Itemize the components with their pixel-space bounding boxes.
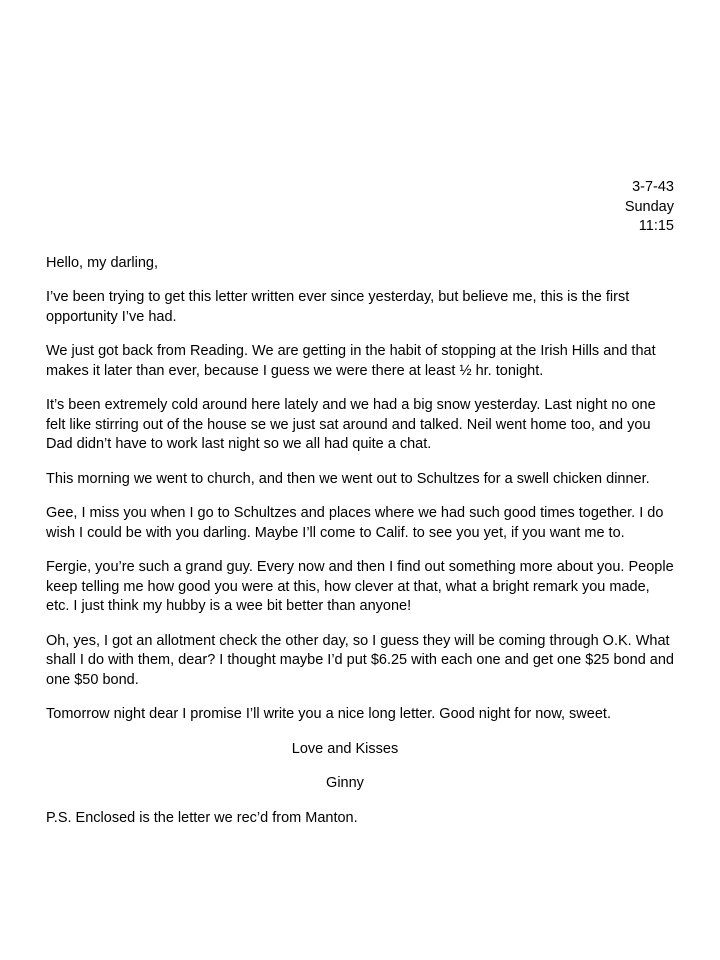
letter-paragraph: Tomorrow night dear I promise I’ll write you a nice long letter. Good night for now, sweet.	[46, 706, 611, 722]
letter-paragraph: Fergie, you’re such a grand guy. Every now and then I find out something more about you. People keep telling me how good you were at this, how clever at that, what a bright remark you made, etc. I just think my hubby is a wee bit better than anyone!	[46, 559, 674, 614]
letter-paragraph: It’s been extremely cold around here lately and we had a big snow yesterday. Last night no one felt like stirring out of the house se we just sat around and talked. Neil went home too, and you Dad didn’t have to work last night so we all had quite a chat.	[46, 397, 656, 452]
letter-signature: Ginny	[326, 775, 364, 791]
letter-postscript: P.S. Enclosed is the letter we rec’d from Manton.	[46, 809, 358, 826]
letter-paragraph: Oh, yes, I got an allotment check the other day, so I guess they will be coming through O.K. What shall I do with them, dear? I thought maybe I’d put $6.25 with each one and get one $25 bond and one $50 bond.	[46, 632, 674, 688]
letter-time: 11:15	[638, 218, 674, 234]
letter-header	[46, 0, 674, 237]
letter-closing: Love and Kisses	[291, 740, 399, 757]
letter-day: Sunday	[624, 198, 674, 215]
letter-paragraph: Gee, I miss you when I go to Schultzes and places where we had such good times together. I do wish I could be with you darling. Maybe I’ll come to Calif. to see you yet, if you want me to.	[46, 505, 664, 541]
letter-paragraph: We just got back from Reading. We are getting in the habit of stopping at the Irish Hills and that makes it later than ever, because I guess we were there at least ½ hr. tonight.	[46, 343, 656, 379]
letter-body	[46, 254, 674, 829]
letter-salutation: Hello, my darling,	[46, 254, 159, 271]
letter-paragraph: I’ve been trying to get this letter written ever since yesterday, but believe me, this is the first opportunity I’ve had.	[46, 289, 630, 325]
letter-paragraph: This morning we went to church, and then we went out to Schultzes for a swell chicken dinner.	[46, 470, 650, 487]
letter-date: 3-7-43	[632, 179, 674, 195]
